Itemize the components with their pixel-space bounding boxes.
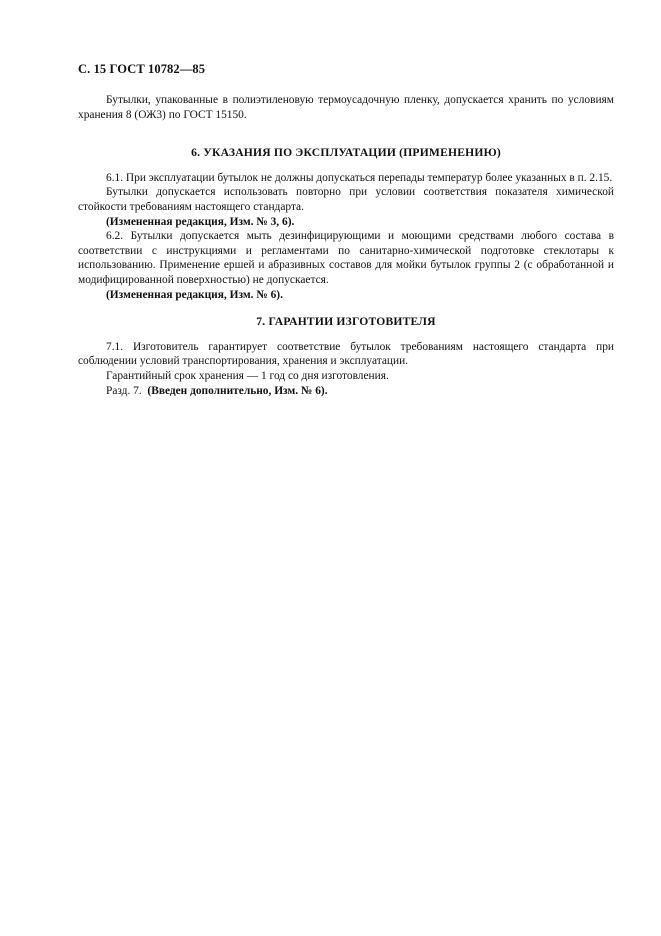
clause-7-1: 7.1. Изготовитель гарантирует соответствие бутылок требованиям настоящего стандарта при соблюдении условий транспортирования, хранения и эксплуатации. bbox=[78, 340, 614, 368]
section-7-note-text: (Введен дополнительно, Изм. № 6). bbox=[147, 384, 328, 397]
reuse-paragraph: Бутылки допускается использовать повторно при условии соответствия показателя химической стойкости требованиям настоящего стандарта. bbox=[78, 186, 614, 213]
warranty-period: Гарантийный срок хранения — 1 год со дня изготовления. bbox=[106, 369, 389, 382]
document-body bbox=[78, 93, 614, 398]
section-7-note bbox=[78, 384, 614, 399]
section-6-heading: 6. УКАЗАНИЯ ПО ЭКСПЛУАТАЦИИ (ПРИМЕНЕНИЮ) bbox=[191, 146, 501, 160]
amendment-note-3-6: (Измененная редакция, Изм. № 3, 6). bbox=[106, 215, 295, 228]
clause-6-2: 6.2. Бутылки допускается мыть дезинфицирующими и моющими средствами любого состава в соответствии с инструкциями и регламентами по санитарно-химической подготовке стеклотары к использованию. Применение ершей и абразивных составов для мойки бутылок группы 2 (с обработанной и модифицированной поверхностью) не допускается. bbox=[78, 230, 614, 286]
amendment-note-6: (Измененная редакция, Изм. № 6). bbox=[106, 288, 283, 301]
page-header: С. 15 ГОСТ 10782—85 bbox=[78, 62, 206, 76]
section-7-heading: 7. ГАРАНТИИ ИЗГОТОВИТЕЛЯ bbox=[256, 315, 436, 329]
storage-paragraph: Бутылки, упакованные в полиэтиленовую термоусадочную пленку, допускается хранить по условиям хранения 8 (ОЖ3) по ГОСТ 15150. bbox=[78, 94, 614, 121]
section-7-note-prefix: Разд. 7. bbox=[106, 384, 142, 397]
clause-6-1: 6.1. При эксплуатации бутылок не должны допускаться перепады температур более указанных в п. 2.15. bbox=[106, 171, 613, 184]
